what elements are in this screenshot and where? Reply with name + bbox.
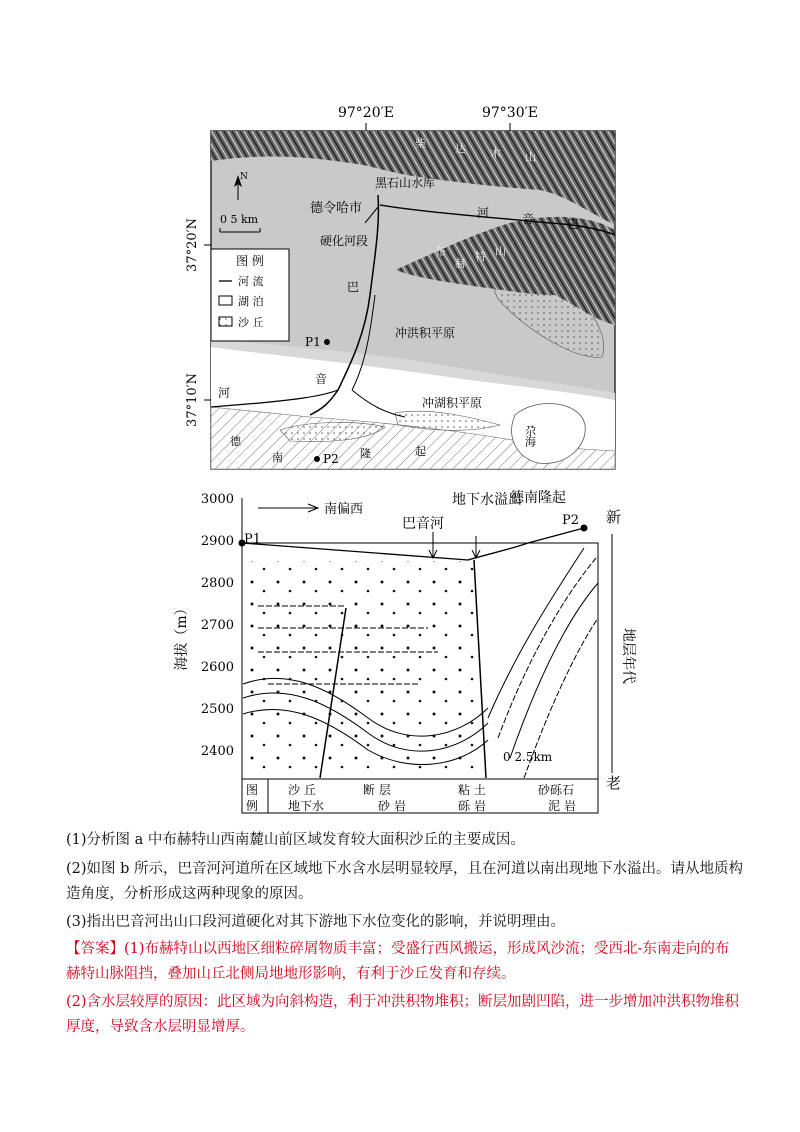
lon-tick-2: 97°30′E: [481, 105, 539, 121]
legend-title: 图 例: [236, 254, 264, 268]
legend-conglomerate: 砾 岩: [458, 799, 486, 813]
legend-fault: 断 层: [363, 783, 391, 797]
svg-text:3000: 3000: [200, 492, 234, 507]
section-figure-b: [168, 488, 636, 813]
river-east-char-1: 河: [477, 206, 490, 220]
lon-tick-1: 97°20′E: [337, 105, 395, 121]
svg-text:2800: 2800: [200, 576, 234, 591]
answer-line1: 【答案】(1)布赫特山以西地区细粒碎屑物质丰富；受盛行西风搬运，形成风沙流；受西北-东南走向的布: [66, 941, 730, 957]
legend-gravel: 砂砾石: [538, 783, 575, 797]
uplift-char-4: 起: [415, 445, 426, 458]
section-legend: [242, 779, 598, 813]
question-2-line1: (2)如图 b 所示，巴音河河道所在区域地下水含水层明显较厚，且在河道以南出现地下水溢出。请从地质构: [66, 861, 744, 877]
svg-text:2500: 2500: [200, 702, 234, 717]
svg-text:0 5 km: 0 5 km: [220, 213, 259, 226]
lat-tick-1: 37°20′N: [185, 218, 200, 272]
answer-line4: 厚度，导致含水层明显增厚。: [66, 1019, 255, 1035]
section-scale: 0 2.5km: [503, 750, 553, 764]
mountain-char-1: 柴: [415, 137, 426, 150]
question-1: (1)分析图 a 中布赫特山西南麓山前区域发育较大面积沙丘的主要成因。: [66, 832, 525, 848]
label-city: 德令哈市: [310, 201, 363, 216]
question-2-line2: 造角度，分析形成这两种现象的原因。: [66, 886, 313, 902]
label-new: 新: [606, 508, 622, 526]
label-river: 巴音河: [402, 516, 444, 532]
river-char-2: 音: [315, 372, 328, 386]
section-body: [239, 525, 599, 780]
svg-text:2700: 2700: [200, 618, 234, 633]
river-east-char-2: 音: [522, 212, 535, 226]
label-lacustrine: 冲湖积平原: [422, 396, 483, 410]
label-uplift: 德南隆起: [510, 490, 566, 506]
mountain2-char-2: 赫: [455, 257, 466, 270]
legend-lake: 湖 泊: [238, 295, 264, 308]
label-lake: 尕海: [523, 425, 537, 447]
label-old: 老: [606, 774, 622, 792]
mountain-char-4: 山: [525, 151, 536, 164]
legend-groundwater: 地下水: [288, 799, 325, 813]
uplift-char-2: 南: [272, 451, 283, 464]
label-section-p1: P1: [244, 532, 262, 547]
legend-head-1: 图: [246, 783, 259, 797]
mountain-char-3: 木: [490, 147, 501, 160]
legend-dune-b: 沙 丘: [288, 783, 316, 797]
answer-line3: (2)含水层较厚的原因：此区域为向斜构造，利于冲洪积物堆积；断层加剧凹陷，进一步增加冲洪积物堆积: [66, 994, 740, 1010]
mountain-char-2: 达: [455, 142, 466, 155]
legend-sandstone: 砂 岩: [378, 799, 406, 813]
label-section-p2: P2: [562, 513, 580, 528]
mountain2-char-4: 山: [495, 245, 506, 258]
label-p2: P2: [323, 452, 339, 466]
legend-clay: 粘 土: [458, 783, 486, 797]
mountain2-char-1: 布: [435, 245, 446, 258]
svg-text:2400: 2400: [200, 744, 234, 759]
svg-text:N: N: [240, 172, 248, 182]
map-legend: [211, 249, 289, 341]
legend-dune: 沙 丘: [238, 316, 264, 329]
legend-river: 河 流: [238, 275, 264, 288]
uplift-char-3: 隆: [360, 447, 371, 460]
uplift-char-1: 德: [230, 435, 241, 448]
label-reservoir: 黑石山水库: [375, 176, 436, 190]
label-spring: 地下水溢出: [452, 492, 522, 508]
y-axis-label: 海拔（m）: [174, 601, 190, 671]
direction-label: 南偏西: [324, 502, 364, 517]
label-age: 地层年代: [620, 628, 636, 684]
answer-line2: 赫特山脉阻挡，叠加山丘北侧局地地形影响，有利于沙丘发育和存续。: [66, 966, 516, 982]
lat-tick-2: 37°10′N: [185, 373, 200, 427]
label-p1: P1: [305, 335, 321, 349]
question-3: (3)指出巴音河出山口段河道硬化对其下游地下水位变化的影响，并说明理由。: [66, 914, 566, 930]
river-char-1: 巴: [347, 280, 360, 294]
legend-head-2: 例: [246, 799, 259, 813]
mountain2-char-3: 特: [475, 250, 486, 263]
label-alluvial: 冲洪积平原: [395, 326, 456, 340]
river-char-3: 河: [218, 386, 231, 400]
map-figure-a: [170, 95, 630, 480]
svg-text:2600: 2600: [200, 660, 234, 675]
svg-text:2900: 2900: [200, 534, 234, 549]
label-hardened: 硬化河段: [320, 234, 369, 248]
legend-mudstone: 泥 岩: [548, 799, 576, 813]
river-east-char-3: 巴: [567, 217, 580, 231]
y-axis-ticks: [201, 492, 234, 759]
